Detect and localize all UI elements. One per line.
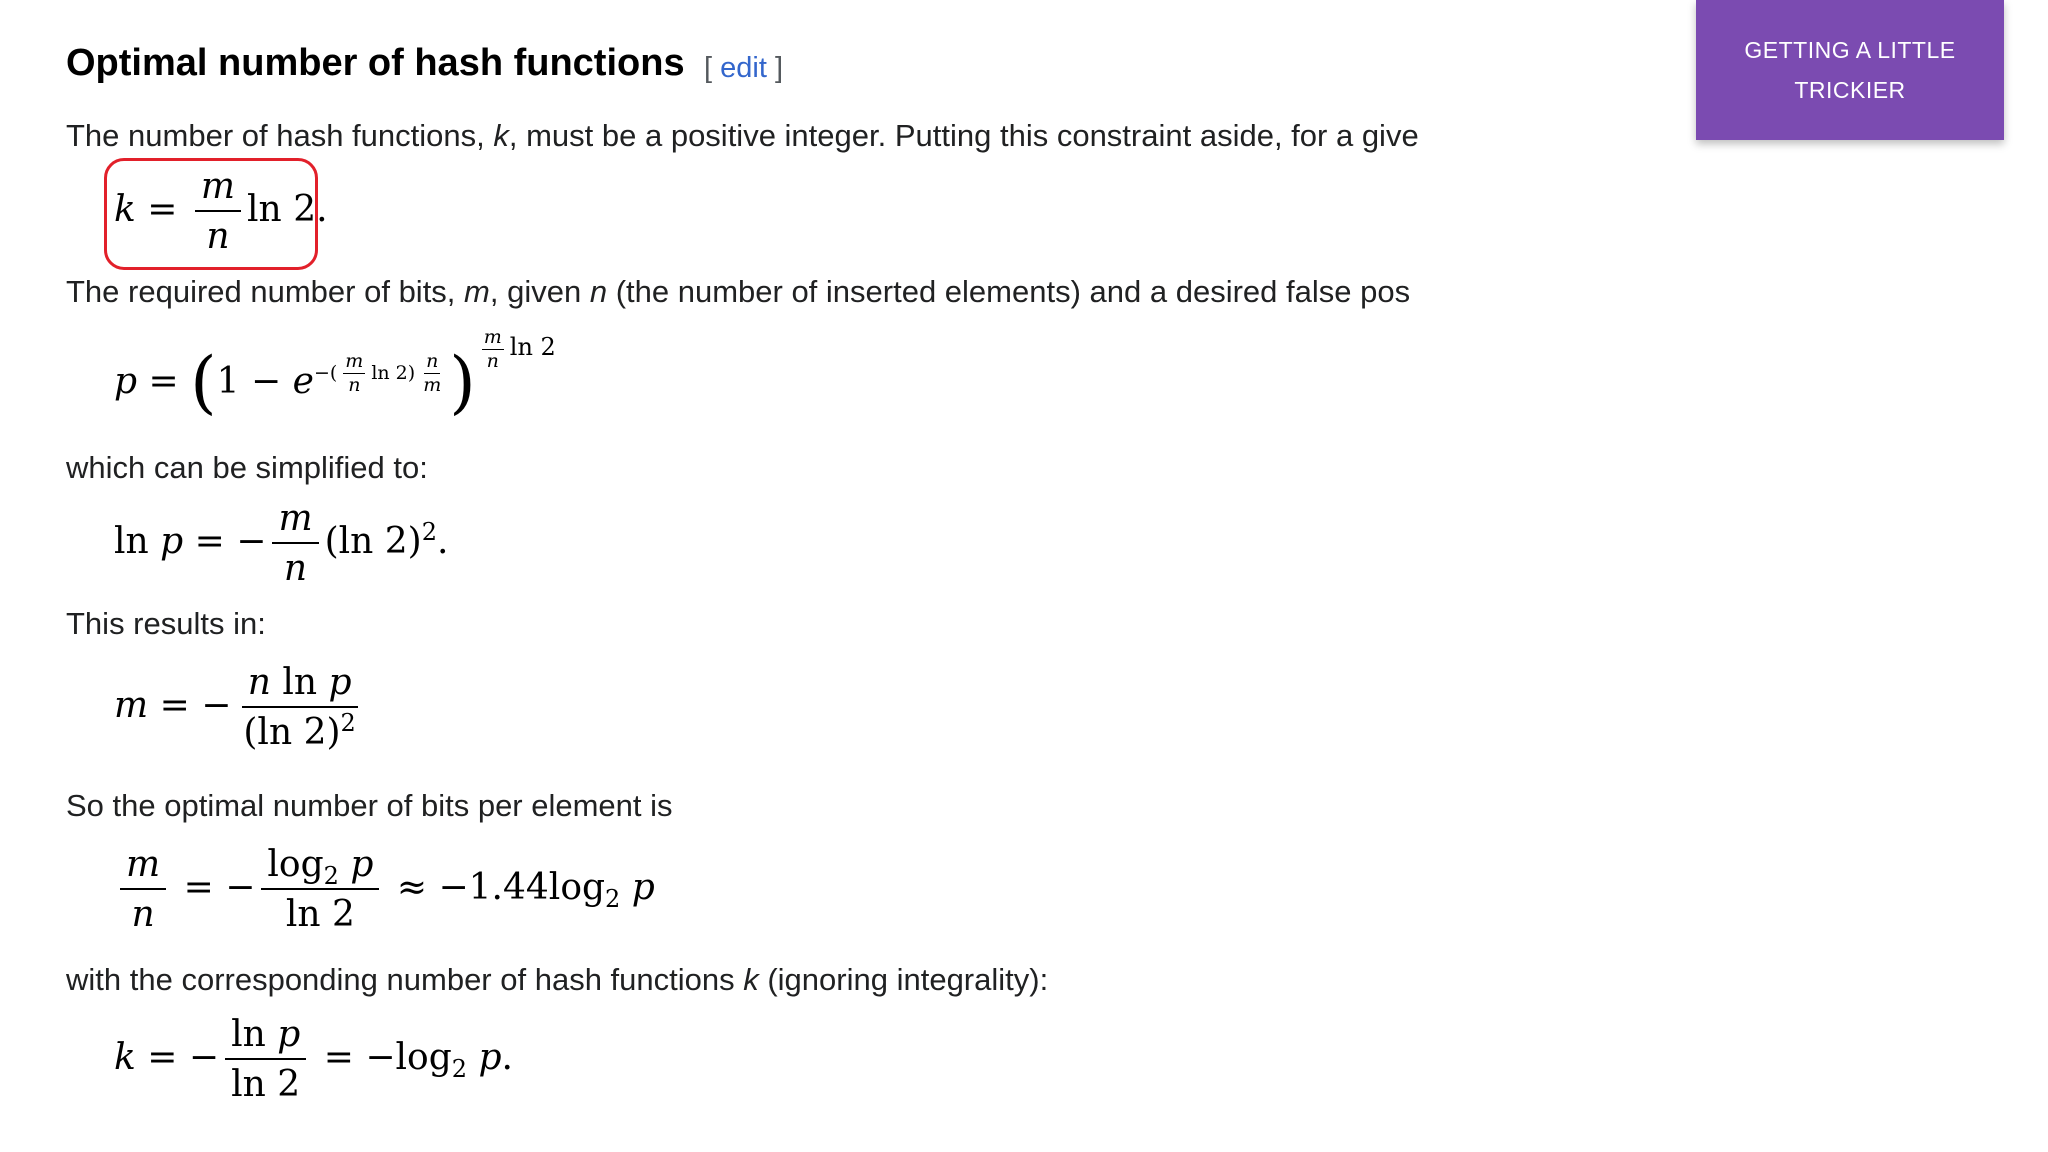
f1-rhs: ln 2. [247,188,328,230]
f3-dot: . [437,520,449,562]
f6-base: 2 [451,1054,468,1083]
edit-link-wrapper [704,52,783,85]
f2-exp-m: m [345,350,364,372]
f2-eq: = [148,360,179,402]
f2-outer-frac [482,328,504,372]
f3-num: m [272,500,318,544]
f5-base: 2 [323,862,339,891]
f2-exp-m2: m [423,373,442,396]
overlay-tag [1696,0,2004,140]
f4-lhs: m [114,684,149,726]
f6-ln: ln [231,1014,266,1055]
f6-p2: p [478,1036,502,1078]
f2-exp-ln2: ln 2) [371,361,416,384]
f3-fraction [272,500,318,588]
f5-p2: p [631,866,655,908]
f2-paren-open: ( [190,343,217,423]
f2-exp-frac-1 [343,352,365,396]
f3-p: p [160,520,184,562]
f5-minus: − [225,866,256,908]
edit-bracket-open: [ [704,52,721,84]
f2-exponent [313,350,449,396]
f2-minus: − [251,360,282,402]
formula-2 [114,326,556,423]
f2-outer-n: n [486,349,499,372]
f2-e: e [292,360,314,402]
paragraph-3: which can be simplified to: [66,450,428,485]
f4-den [237,708,361,752]
formula-4 [114,664,368,752]
f6-den: ln 2 [231,1063,301,1105]
f3-minus: − [236,520,267,562]
p1-text-a: The number of hash functions, [66,118,494,153]
f2-exp-frac-2 [421,352,443,396]
p6-text-b: (ignoring integrality): [758,962,1049,997]
f5-den2: ln 2 [285,893,355,935]
p2-text-a: The required number of bits, [66,274,465,309]
f5-p: p [350,844,374,885]
f6-eq2: = [323,1036,354,1078]
f5-fraction-2 [261,846,379,934]
f4-eq: = [159,684,190,726]
f3-eq: = [194,520,225,562]
f4-num-p: p [328,662,352,703]
f3-den: n [283,547,308,589]
paragraph-5: So the optimal number of bits per element is [66,788,673,823]
f4-num [242,664,358,708]
f4-num-n: n [247,662,271,703]
f6-dot: . [501,1036,513,1078]
f4-minus: − [201,684,232,726]
paragraph-4: This results in: [66,606,266,641]
f5-eq: = [183,866,214,908]
f6-p: p [277,1014,301,1055]
formula-5 [114,846,655,934]
f2-outer-ln2: ln 2 [509,332,556,361]
paragraph-2 [66,272,1426,312]
f5-fraction-1 [120,846,166,934]
f2-paren-close: ) [449,343,476,423]
f6-minus: − [188,1036,220,1078]
paragraph-6 [66,960,1426,1000]
f2-lhs: p [114,360,138,402]
f5-coef: −1.44log [438,866,606,908]
edit-bracket-close: ] [766,52,784,84]
f2-exp-pre: −( [313,361,338,384]
formula-highlight-box [104,158,318,270]
section-title: Optimal number of hash functions [66,42,685,84]
edit-link[interactable]: edit [720,52,767,84]
p2-var-m: m [464,274,490,309]
f4-den-text: (ln 2) [243,711,341,753]
p2-var-n: n [589,274,608,309]
f3-sq: 2 [421,517,438,546]
f1-eq: = [147,188,178,230]
p1-text-b: , must be a positive integer. Putting this constraint aside, for a give [508,118,1419,153]
f1-num: m [195,168,241,212]
f6-num [225,1016,306,1060]
p2-text-b: , given [489,274,590,309]
formula-3 [114,500,448,588]
f2-outer-m: m [483,326,502,348]
f5-den: n [131,893,155,935]
p6-var-k: k [743,962,759,997]
f2-one: 1 [216,360,240,402]
f2-outer-exponent [476,326,556,372]
f1-lhs: k [114,188,136,230]
f4-fraction [237,664,361,752]
f2-exp-n2: n [426,350,439,372]
f5-log: log [267,844,324,885]
f3-ln: ln [114,520,149,562]
f3-rhs: (ln 2) [324,520,422,562]
f5-num2 [261,846,379,890]
f6-rhs: −log [365,1036,452,1078]
f6-eq: = [147,1036,178,1078]
f5-coef-base: 2 [605,884,621,913]
f4-sq: 2 [340,708,356,737]
p2-text-c: (the number of inserted elements) and a desired false pos [607,274,1411,309]
f5-approx: ≈ [396,866,428,908]
p6-text-a: with the corresponding number of hash functions [66,962,744,997]
f2-exp-n: n [348,373,361,396]
f4-num-ln: ln [270,662,329,703]
f1-den: n [206,215,230,257]
formula-6 [114,1016,513,1104]
f6-lhs: k [114,1036,136,1078]
overlay-tag-label: GETTING A LITTLE TRICKIER [1744,37,1956,103]
f6-fraction [225,1016,306,1104]
paragraph-1 [66,116,1426,156]
f5-num: m [120,846,166,890]
p1-var-k: k [493,118,509,153]
